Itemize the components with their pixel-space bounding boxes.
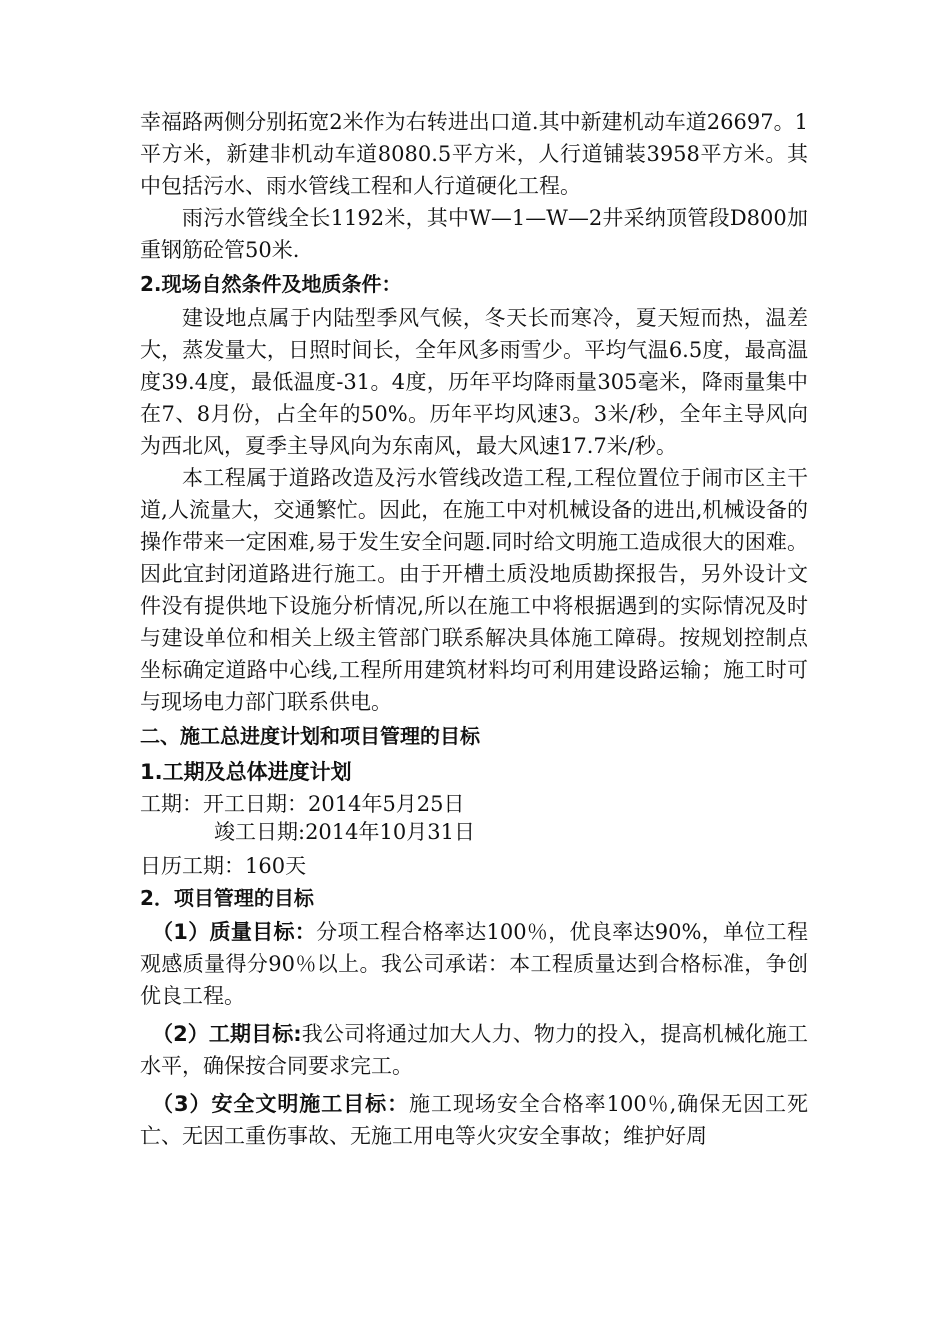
climate-paragraph: 建设地点属于内陆型季风气候，冬天长而寒冷，夏天短而热，温差大，蒸发量大，日照时间长，全年风多雨雪少。平均气温6.5度，最高温度39.4度，最低温度-31。4度，历年平均降雨量305毫米，降雨量集中在7、8月份，占全年的50%。历年平均风速3。3米/秒，全年主导风向为西北风，夏季主导风向为东南风，最大风速17.7米/秒。: [140, 306, 808, 458]
document-page: [140, 106, 808, 1152]
schedule-goal-label: （2）工期目标:: [152, 1022, 302, 1046]
project-situation-paragraph: 本工程属于道路改造及污水管线改造工程,工程位置位于闹市区主干道,人流量大，交通繁忙。因此，在施工中对机械设备的进出,机械设备的操作带来一定困难,易于发生安全问题.同时给文明施工造成很大的困难。因此宜封闭道路进行施工。由于开槽土质没地质勘探报告，另外设计文件没有提供地下设施分析情况,所以在施工中将根据遇到的实际情况及时与建设单位和相关上级主管部门联系解决具体施工障碍。按规划控制点坐标确定道路中心线,工程所用建筑材料均可利用建设路运输；施工时可与现场电力部门联系供电。: [140, 466, 808, 714]
chapter-2-heading: 二、施工总进度计划和项目管理的目标: [140, 724, 480, 748]
start-date: 工期：开工日期：2014年5月25日: [140, 792, 465, 816]
safety-goal-text: 施工现场安全合格率100％,确保无因工死亡、无因工重伤事故、无施工用电等火灾安全事故；维护好周: [140, 1092, 808, 1148]
schedule-goal: [140, 1018, 808, 1082]
safety-goal: [140, 1088, 808, 1152]
quality-goal-label: （1）质量目标：: [152, 920, 317, 944]
quality-goal: [140, 916, 808, 1012]
intro-paragraph-1: 幸福路两侧分别拓宽2米作为右转进出口道.其中新建机动车道26697。1平方米，新建非机动车道8080.5平方米，人行道铺装3958平方米。其中包括污水、雨水管线工程和人行道硬化工程。: [140, 110, 808, 198]
quality-goal-text: 分项工程合格率达100％，优良率达90%，单位工程观感质量得分90％以上。我公司承诺：本工程质量达到合格标准，争创优良工程。: [140, 920, 808, 1008]
schedule-block: [140, 790, 808, 880]
intro-paragraph-2: 雨污水管线全长1192米，其中W—1—W—2井采纳顶管段D800加重钢筋砼管50米.: [140, 206, 808, 262]
safety-goal-label: （3）安全文明施工目标：: [152, 1092, 410, 1116]
end-date: 竣工日期:2014年10月31日: [214, 820, 475, 844]
schedule-goal-text: 我公司将通过加大人力、物力的投入，提高机械化施工水平，确保按合同要求完工。: [140, 1022, 808, 1078]
calendar-duration: 日历工期：160天: [140, 854, 307, 878]
site-conditions-heading: 2.现场自然条件及地质条件：: [140, 272, 402, 296]
schedule-heading: 1.工期及总体进度计划: [140, 760, 352, 784]
management-goals-heading: 2．项目管理的目标: [140, 886, 314, 910]
